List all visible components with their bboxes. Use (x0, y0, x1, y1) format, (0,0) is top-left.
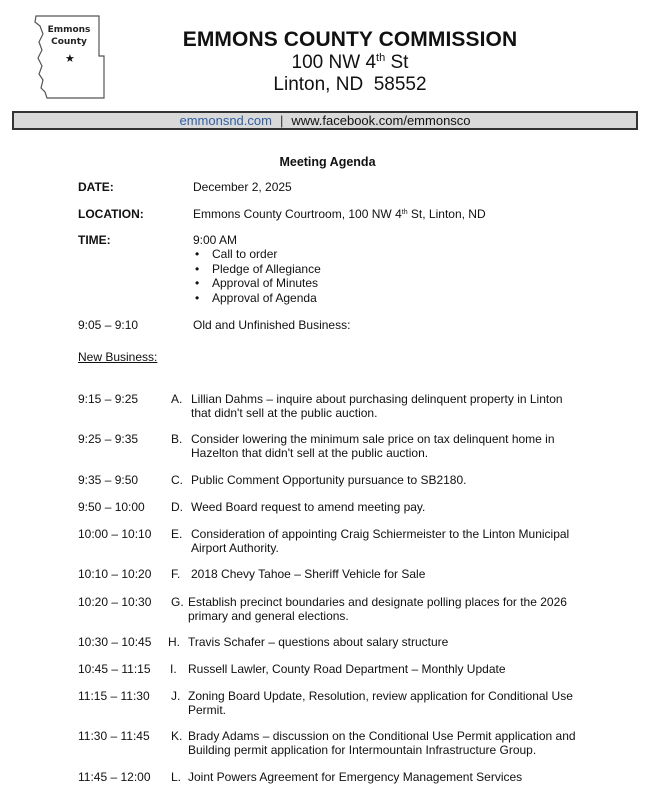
item-description (188, 595, 588, 623)
item-line1: Joint Powers Agreement for Emergency Management Services (188, 770, 523, 784)
item-time: 10:30 – 10:45 (78, 635, 152, 649)
time-label: TIME: (78, 233, 111, 247)
county-label (47, 24, 91, 48)
street-address (150, 52, 550, 74)
facebook-link[interactable]: www.facebook.com/emmonsco (291, 113, 471, 128)
item-letter: G. (171, 595, 184, 609)
link-separator: | (279, 113, 284, 128)
item-line1: Consider lowering the minimum sale price on tax delinquent home in (191, 432, 555, 446)
address-sup: th (376, 52, 386, 64)
item-time: 10:20 – 10:30 (78, 595, 152, 609)
old-business-time: 9:05 – 9:10 (78, 318, 139, 332)
old-business-label: Old and Unfinished Business: (193, 318, 351, 332)
letterhead (150, 28, 550, 96)
item-letter: E. (171, 527, 183, 541)
item-description (191, 527, 591, 555)
location-post: St, Linton, ND (407, 207, 486, 221)
item-description (188, 689, 588, 717)
item-letter: H. (168, 635, 180, 649)
item-description (191, 500, 591, 514)
item-line2: Hazelton that didn't sell at the public auction. (191, 446, 429, 460)
item-time: 10:45 – 11:15 (78, 662, 151, 676)
item-letter: F. (171, 567, 181, 581)
address-number: 100 NW 4 (291, 52, 377, 73)
item-letter: D. (171, 500, 183, 514)
item-time: 9:35 – 9:50 (78, 473, 139, 487)
link-bar (12, 111, 638, 130)
item-letter: B. (171, 432, 183, 446)
county-map-icon (33, 14, 107, 102)
item-line2: that didn't sell at the public auction. (191, 406, 378, 420)
item-description (188, 635, 588, 649)
list-item: • Approval of Minutes (193, 276, 321, 291)
item-letter: K. (171, 729, 183, 743)
city-line: Linton, ND 58552 (273, 74, 427, 95)
location-label (78, 207, 144, 221)
item-line1: Zoning Board Update, Resolution, review application for Conditional Use (188, 689, 573, 703)
opening-items-list (193, 247, 321, 305)
item-time: 9:50 – 10:00 (78, 500, 145, 514)
item-letter: C. (171, 473, 183, 487)
star-icon: ★ (65, 53, 75, 65)
item-line1: Public Comment Opportunity pursuance to SB2180. (191, 473, 467, 487)
county-label-line1: Emmons (47, 25, 91, 35)
item-letter: L. (171, 770, 182, 784)
location-value (193, 207, 486, 221)
list-item: • Pledge of Allegiance (193, 262, 321, 277)
item-description (188, 662, 588, 676)
item-line2: Airport Authority. (191, 541, 279, 555)
item-line1: Establish precinct boundaries and designate polling places for the 2026 (188, 595, 567, 609)
item-description (191, 432, 591, 460)
item-time: 9:25 – 9:35 (78, 432, 139, 446)
item-line1: Consideration of appointing Craig Schiermeister to the Linton Municipal (191, 527, 570, 541)
item-description (188, 729, 588, 757)
item-line1: Weed Board request to amend meeting pay. (191, 500, 426, 514)
time-value: 9:00 AM (193, 233, 238, 247)
item-line1: Travis Schafer – questions about salary structure (188, 635, 449, 649)
agenda-title: Meeting Agenda (279, 155, 376, 169)
item-time: 10:10 – 10:20 (78, 567, 152, 581)
date-value: December 2, 2025 (193, 180, 292, 194)
item-letter: A. (171, 392, 183, 406)
item-description (191, 473, 591, 487)
website-link[interactable]: emmonsnd.com (179, 113, 272, 128)
item-line2: primary and general elections. (188, 609, 349, 623)
item-letter: J. (171, 689, 181, 703)
date-label: DATE: (78, 180, 114, 194)
org-name: EMMONS COUNTY COMMISSION (182, 28, 518, 51)
item-description (191, 392, 591, 420)
new-business-heading: New Business: (78, 350, 158, 364)
item-time: 11:30 – 11:45 (78, 729, 150, 743)
location-pre: Emmons County Courtroom, 100 NW 4 (193, 207, 402, 221)
item-description (188, 770, 588, 784)
location-label-text: LOCATION: (78, 207, 144, 221)
item-time: 10:00 – 10:10 (78, 527, 152, 541)
item-time: 9:15 – 9:25 (78, 392, 139, 406)
item-time: 11:45 – 12:00 (78, 770, 151, 784)
item-line1: 2018 Chevy Tahoe – Sheriff Vehicle for Sale (191, 567, 426, 581)
list-item: • Call to order (193, 247, 321, 262)
item-time: 11:15 – 11:30 (78, 689, 150, 703)
item-line2: Permit. (188, 703, 227, 717)
item-line1: Russell Lawler, County Road Department – Monthly Update (188, 662, 506, 676)
list-item: • Approval of Agenda (193, 291, 321, 306)
item-line2: Building permit application for Intermountain Infrastructure Group. (188, 743, 537, 757)
address-street: St (385, 52, 409, 73)
location-sup: th (401, 209, 408, 216)
item-description (191, 567, 591, 581)
item-line1: Lillian Dahms – inquire about purchasing delinquent property in Linton (191, 392, 563, 406)
item-line1: Brady Adams – discussion on the Conditional Use Permit application and (188, 729, 576, 743)
item-letter: I. (170, 662, 177, 676)
county-label-line2: County (51, 37, 87, 47)
